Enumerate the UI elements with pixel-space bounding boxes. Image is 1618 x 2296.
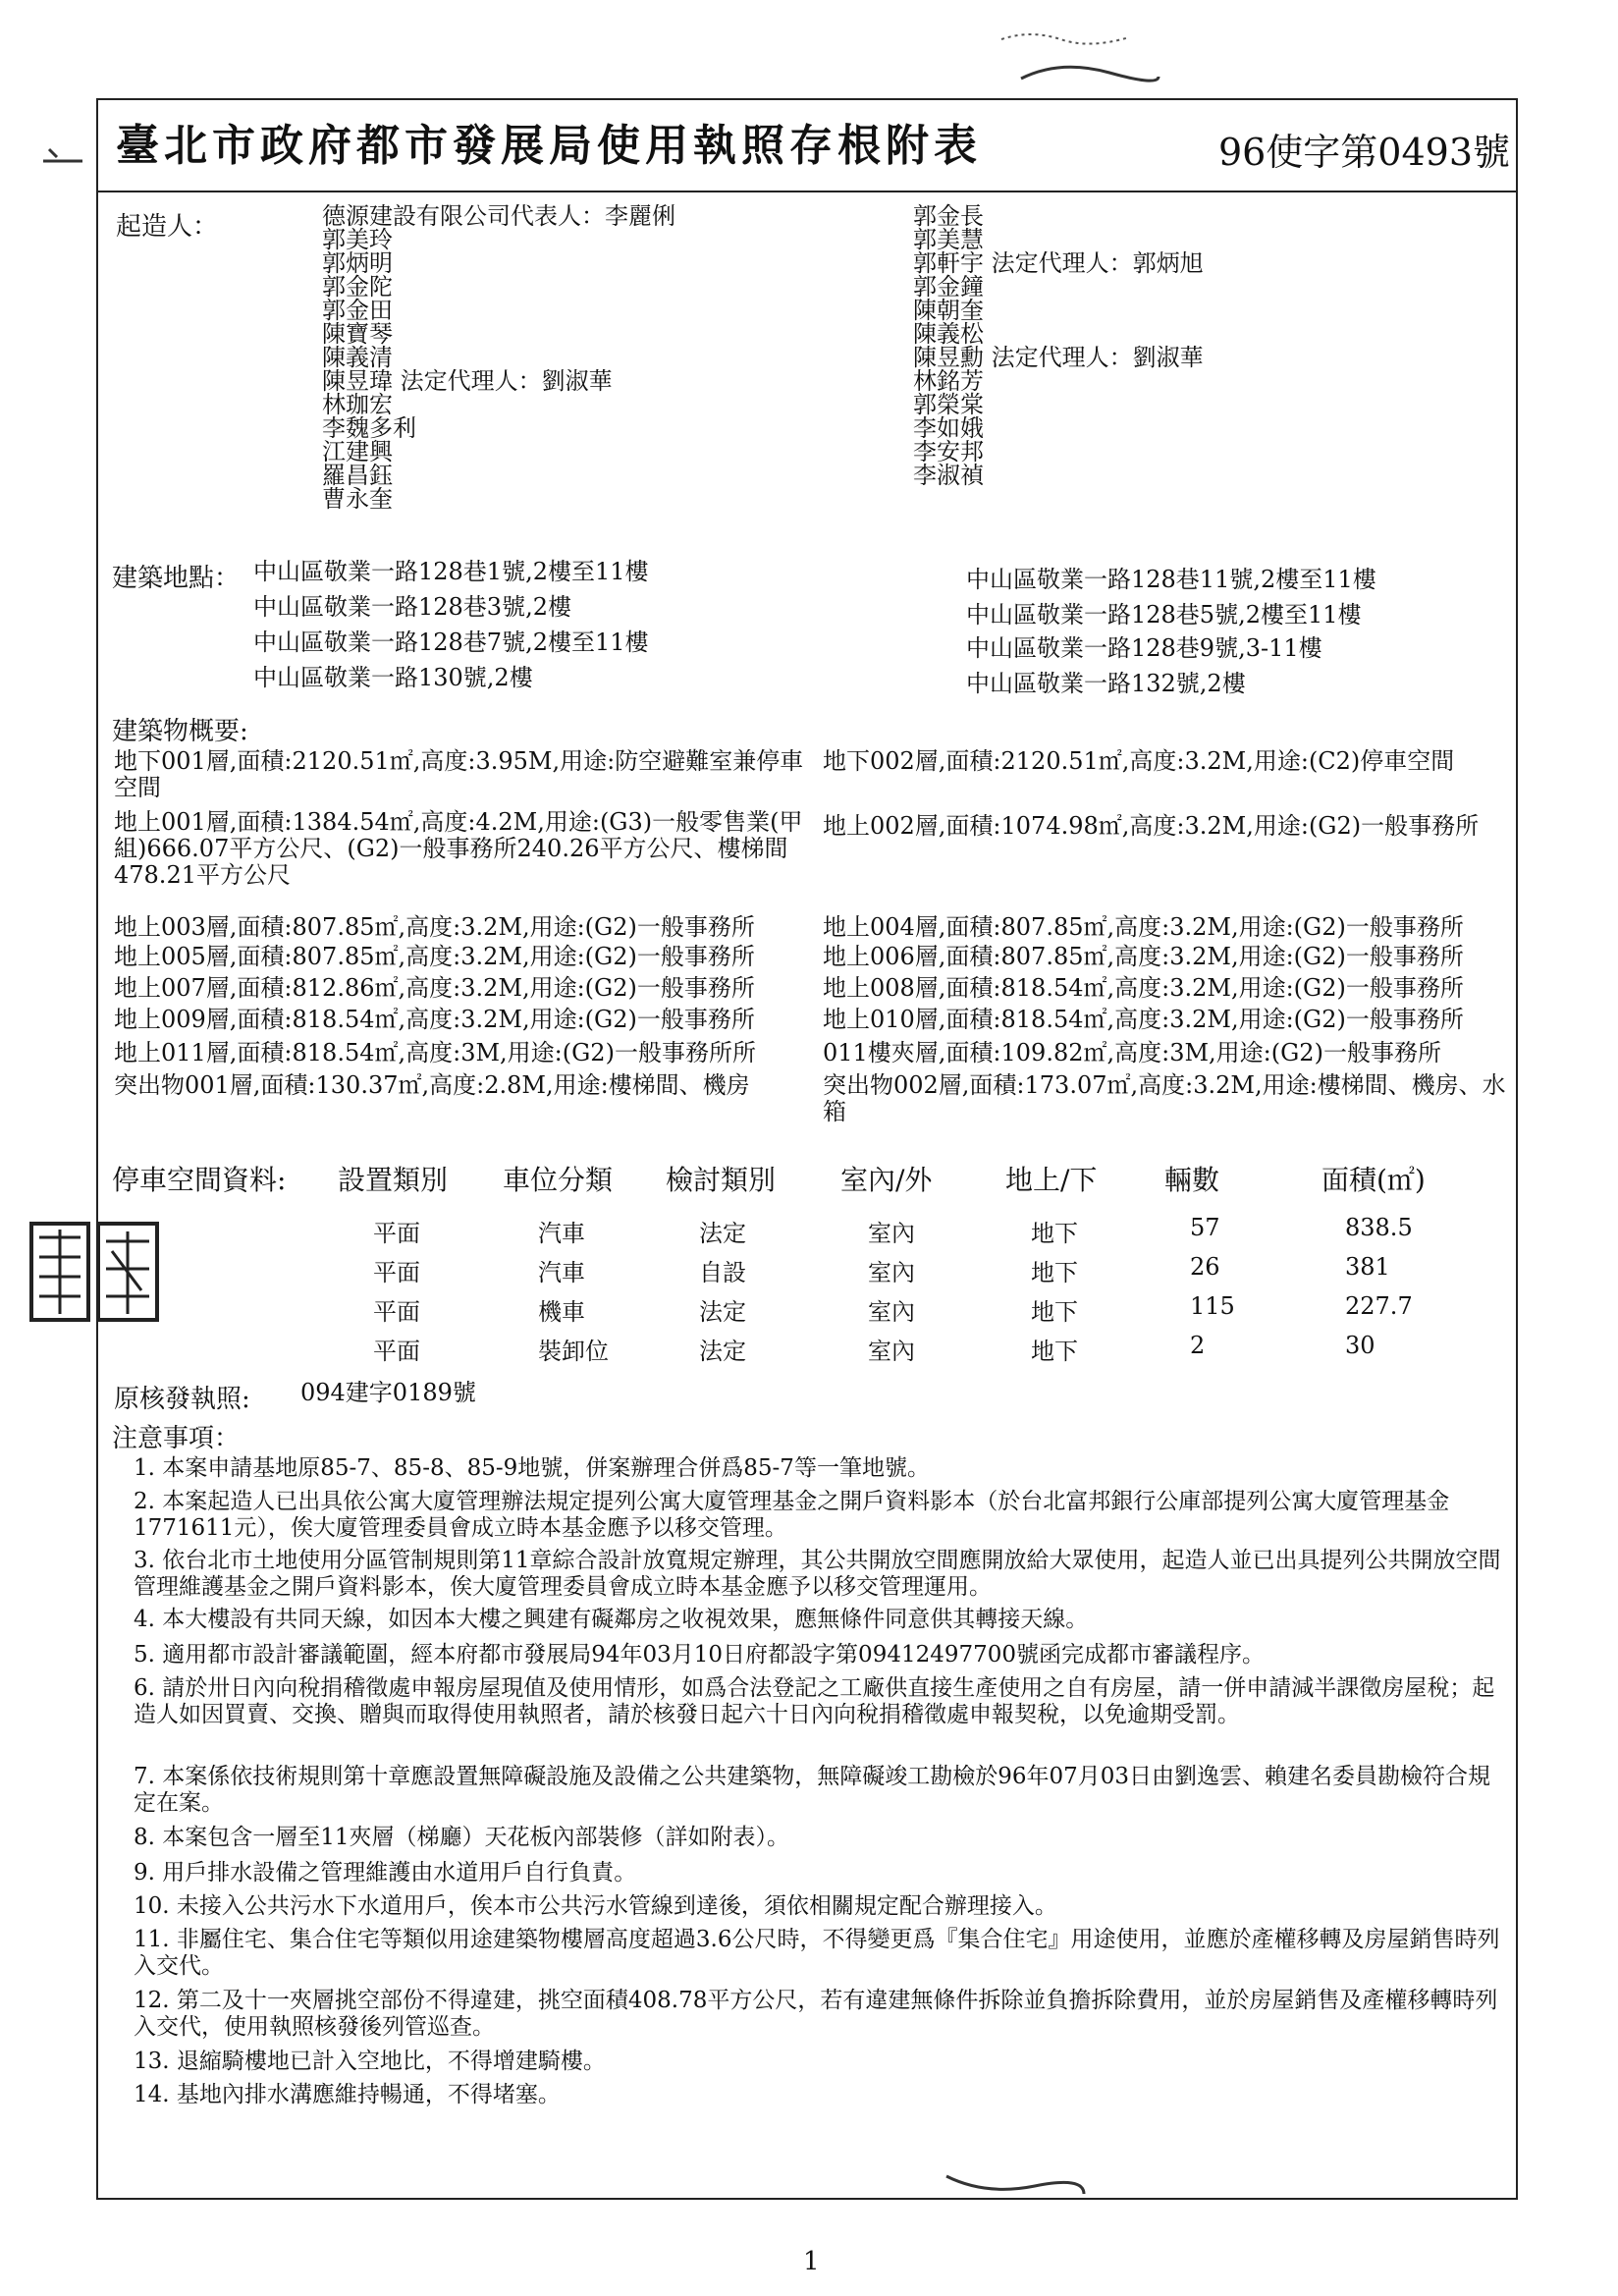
floor-entry: 地上006層,面積:807.85㎡,高度:3.2M,用途:(G2)一般事務所 xyxy=(823,943,1464,970)
original-permit-label: 原核發執照: xyxy=(114,1385,250,1414)
permit-number: 96使字第0493號 xyxy=(1217,131,1510,174)
builder-name: 羅昌鈺 xyxy=(322,462,393,489)
parking-cell: 室內 xyxy=(868,1220,915,1247)
parking-cell: 室內 xyxy=(868,1298,915,1326)
note-item: 10. 未接入公共污水下水道用戶，俟本市公共污水管線到達後，須依相關規定配合辦理接入。 xyxy=(134,1893,1057,1919)
note-item: 5. 適用都市設計審議範圍，經本府都市發展局94年03月10日府都設字第09412497700號函完成都市審議程序。 xyxy=(134,1642,1266,1667)
location-label: 建築地點： xyxy=(112,564,241,593)
parking-cell: 法定 xyxy=(699,1338,746,1365)
bottom-scribble xyxy=(943,2170,1090,2200)
parking-header: 地上/下 xyxy=(1005,1164,1098,1196)
builder-name: 林珈宏 xyxy=(322,391,393,418)
parking-cell: 法定 xyxy=(699,1298,746,1326)
note-item: 1. 本案申請基地原85-7、85-8、85-9地號，併案辦理合併爲85-7等一筆地號。 xyxy=(134,1455,930,1481)
parking-header: 設置類別 xyxy=(338,1164,449,1196)
address: 中山區敬業一路128巷3號,2樓 xyxy=(253,593,571,621)
builder-name: 陳義松 xyxy=(913,320,984,348)
floor-entry: 地上001層,面積:1384.54㎡,高度:4.2M,用途:(G3)一般零售業(甲組)666.07平方公尺、(G2)一般事務所240.26平方公尺、樓梯間478.21平方公尺 xyxy=(114,808,803,889)
builder-name: 林銘芳 xyxy=(913,367,984,395)
builder-name: 李魏多利 xyxy=(322,414,416,442)
parking-cell: 平面 xyxy=(373,1298,420,1326)
builder-name: 曹永奎 xyxy=(322,485,393,513)
original-permit-number: 094建字0189號 xyxy=(300,1379,476,1406)
builder-name: 郭美慧 xyxy=(913,226,984,253)
address: 中山區敬業一路128巷7號,2樓至11樓 xyxy=(253,629,649,656)
builder-name: 陳義清 xyxy=(322,344,393,371)
parking-cell: 平面 xyxy=(373,1338,420,1365)
overview-label: 建築物概要: xyxy=(112,717,248,746)
address: 中山區敬業一路132號,2樓 xyxy=(966,670,1246,697)
note-item: 12. 第二及十一夾層挑空部份不得違建，挑空面積408.78平方公尺，若有違建無條件拆除並負擔拆除費用，並於房屋銷售及產權移轉時列入交代，使用執照核發後列管巡查。 xyxy=(134,1988,1498,2040)
builder-name: 郭美玲 xyxy=(322,226,393,253)
builder-name: 郭炳明 xyxy=(322,249,393,277)
address: 中山區敬業一路128巷5號,2樓至11樓 xyxy=(966,601,1362,629)
builder-name: 陳寶琴 xyxy=(322,320,393,348)
parking-cell: 227.7 xyxy=(1345,1292,1413,1320)
parking-cell: 57 xyxy=(1190,1214,1220,1241)
builder-name: 李淑禎 xyxy=(913,462,984,489)
floor-entry: 地上009層,面積:818.54㎡,高度:3.2M,用途:(G2)一般事務所 xyxy=(114,1006,755,1033)
document-title: 臺北市政府都市發展局使用執照存根附表 xyxy=(116,121,982,171)
builder-name: 郭金長 xyxy=(913,202,984,230)
parking-cell: 室內 xyxy=(868,1259,915,1286)
parking-cell: 地下 xyxy=(1031,1298,1078,1326)
builder-name: 郭金鐘 xyxy=(913,273,984,301)
builder-name: 郭榮棠 xyxy=(913,391,984,418)
note-item: 11. 非屬住宅、集合住宅等類似用途建築物樓層高度超過3.6公尺時，不得變更爲『集合住宅』用途使用，並應於產權移轉及房屋銷售時列入交代。 xyxy=(134,1927,1500,1979)
builder-name: 陳昱勳 法定代理人：劉淑華 xyxy=(913,344,1204,371)
builder-name: 陳昱瑋 法定代理人：劉淑華 xyxy=(322,367,613,395)
builder-name: 郭軒宇 法定代理人：郭炳旭 xyxy=(913,249,1204,277)
builder-name: 江建興 xyxy=(322,438,393,465)
margin-mark xyxy=(39,132,90,171)
builder-name: 李如娥 xyxy=(913,414,984,442)
builder-name: 德源建設有限公司代表人：李麗俐 xyxy=(322,202,675,230)
floor-entry: 地下002層,面積:2120.51㎡,高度:3.2M,用途:(C2)停車空間 xyxy=(823,747,1455,775)
note-item: 4. 本大樓設有共同天線，如因本大樓之興建有礙鄰房之收視效果，應無條件同意供其轉接天線。 xyxy=(134,1607,1089,1632)
parking-cell: 汽車 xyxy=(538,1259,585,1286)
parking-header: 車位分類 xyxy=(503,1164,614,1196)
builder-name: 郭金田 xyxy=(322,297,393,324)
parking-cell: 平面 xyxy=(373,1220,420,1247)
floor-entry: 011樓夾層,面積:109.82㎡,高度:3M,用途:(G2)一般事務所 xyxy=(823,1039,1441,1066)
builder-name: 郭金陀 xyxy=(322,273,393,301)
notes-label: 注意事項： xyxy=(112,1424,241,1453)
floor-entry: 地上010層,面積:818.54㎡,高度:3.2M,用途:(G2)一般事務所 xyxy=(823,1006,1464,1033)
official-seal-stamp xyxy=(26,1218,163,1326)
parking-cell: 2 xyxy=(1190,1332,1206,1359)
parking-cell: 地下 xyxy=(1031,1338,1078,1365)
note-item: 3. 依台北市土地使用分區管制規則第11章綜合設計放寬規定辦理，其公共開放空間應開放給大眾使用，起造人並已出具提列公共開放空間管理維護基金之開戶資料影本，俟大廈管理委員會成立時本基金應予以移交管理運用。 xyxy=(134,1548,1501,1600)
floor-entry: 地上002層,面積:1074.98㎡,高度:3.2M,用途:(G2)一般事務所 xyxy=(823,812,1480,840)
floor-entry: 地上008層,面積:818.54㎡,高度:3.2M,用途:(G2)一般事務所 xyxy=(823,974,1464,1002)
parking-cell: 機車 xyxy=(538,1298,585,1326)
parking-cell: 115 xyxy=(1190,1292,1235,1320)
parking-cell: 自設 xyxy=(699,1259,746,1286)
parking-header: 輛數 xyxy=(1164,1164,1220,1196)
builders-label: 起造人： xyxy=(116,212,219,242)
note-item: 2. 本案起造人已出具依公寓大廈管理辦法規定提列公寓大廈管理基金之開戶資料影本（於台北富邦銀行公庫部提列公寓大廈管理基金1771611元），俟大廈管理委員會成立時本基金應予以移交管理。 xyxy=(134,1489,1450,1541)
page-number: 1 xyxy=(803,2247,820,2276)
note-item: 14. 基地內排水溝應維持暢通，不得堵塞。 xyxy=(134,2082,561,2107)
note-item: 9. 用戶排水設備之管理維護由水道用戶自行負責。 xyxy=(134,1860,637,1886)
parking-header: 檢討類別 xyxy=(666,1164,777,1196)
floor-entry: 地上004層,面積:807.85㎡,高度:3.2M,用途:(G2)一般事務所 xyxy=(823,913,1464,941)
floor-entry: 地上005層,面積:807.85㎡,高度:3.2M,用途:(G2)一般事務所 xyxy=(114,943,755,970)
floor-entry: 地上007層,面積:812.86㎡,高度:3.2M,用途:(G2)一般事務所 xyxy=(114,974,755,1002)
parking-label: 停車空間資料: xyxy=(112,1164,287,1196)
parking-cell: 381 xyxy=(1345,1253,1390,1281)
note-item: 7. 本案係依技術規則第十章應設置無障礙設施及設備之公共建築物，無障礙竣工勘檢於96年07月03日由劉逸雲、賴建名委員勘檢符合規定在案。 xyxy=(134,1764,1491,1816)
parking-cell: 裝卸位 xyxy=(538,1338,609,1365)
note-item: 13. 退縮騎樓地已計入空地比，不得增建騎樓。 xyxy=(134,2049,606,2074)
parking-header: 室內/外 xyxy=(840,1164,933,1196)
parking-cell: 地下 xyxy=(1031,1259,1078,1286)
address: 中山區敬業一路128巷11號,2樓至11樓 xyxy=(966,566,1376,593)
floor-entry: 突出物001層,面積:130.37㎡,高度:2.8M,用途:樓梯間、機房 xyxy=(114,1071,750,1099)
parking-cell: 地下 xyxy=(1031,1220,1078,1247)
builder-name: 陳朝奎 xyxy=(913,297,984,324)
builder-name: 李安邦 xyxy=(913,438,984,465)
parking-header: 面積(㎡) xyxy=(1321,1164,1426,1196)
note-item: 8. 本案包含一層至11夾層（梯廳）天花板內部裝修（詳如附表）。 xyxy=(134,1825,790,1850)
floor-entry: 地上003層,面積:807.85㎡,高度:3.2M,用途:(G2)一般事務所 xyxy=(114,913,755,941)
floor-entry: 地上011層,面積:818.54㎡,高度:3M,用途:(G2)一般事務所所 xyxy=(114,1039,756,1066)
parking-cell: 法定 xyxy=(699,1220,746,1247)
floor-entry: 地下001層,面積:2120.51㎡,高度:3.95M,用途:防空避難室兼停車空間 xyxy=(114,747,804,801)
parking-cell: 室內 xyxy=(868,1338,915,1365)
parking-cell: 838.5 xyxy=(1345,1214,1413,1241)
parking-cell: 30 xyxy=(1345,1332,1375,1359)
address: 中山區敬業一路128巷9號,3-11樓 xyxy=(966,634,1322,662)
address: 中山區敬業一路128巷1號,2樓至11樓 xyxy=(253,558,649,585)
parking-cell: 汽車 xyxy=(538,1220,585,1247)
note-item: 6. 請於卅日內向稅捐稽徵處申報房屋現值及使用情形，如爲合法登記之工廠供直接生產使用之自有房屋，請一併申請減半課徵房屋稅；起造人如因買賣、交換、贈與而取得使用執照者，請於核發日起六十日內向稅捐稽徵處申報契稅，以免逾期受罰。 xyxy=(134,1675,1495,1727)
parking-cell: 平面 xyxy=(373,1259,420,1286)
address: 中山區敬業一路130號,2樓 xyxy=(253,664,533,691)
floor-entry: 突出物002層,面積:173.07㎡,高度:3.2M,用途:樓梯間、機房、水箱 xyxy=(823,1071,1506,1125)
parking-cell: 26 xyxy=(1190,1253,1220,1281)
handwritten-scribble xyxy=(982,20,1178,98)
